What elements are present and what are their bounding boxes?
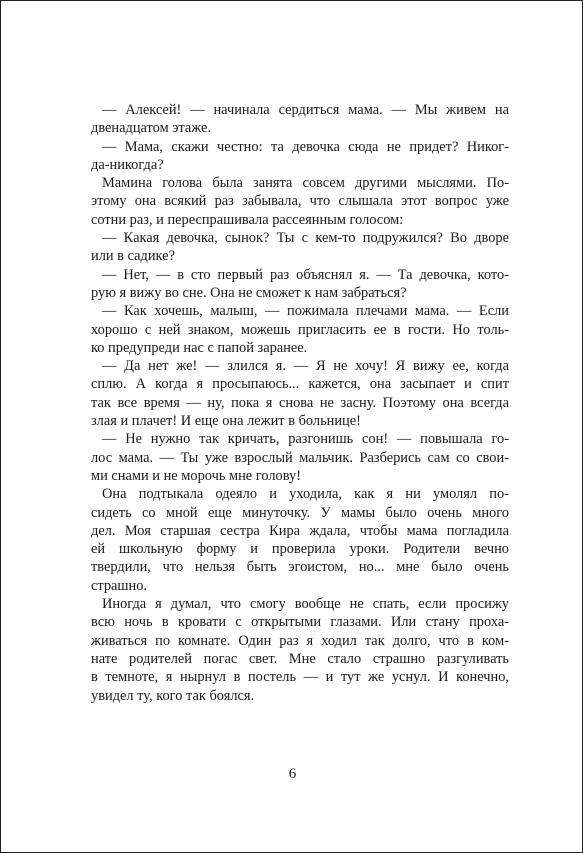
text-line: двенадцатом этаже. — [91, 120, 212, 137]
text-line: так все время — ну, пока я снова не засну. Поэтому она всегда — [91, 394, 509, 411]
text-line: хорошо с ней знаком, можешь пригласить ее в гости. Но толь- — [91, 321, 509, 338]
text-line: сидеть со мной еще минуточку. У мамы было очень много — [91, 504, 509, 521]
text-line: сотни раз, и переспрашивала рассеянным голосом: — [91, 211, 404, 228]
text-line: да-никогда? — [91, 156, 164, 173]
text-line: Мамина голова была занята совсем другими мыслями. По- — [102, 175, 509, 192]
text-line: всю ночь в кровати с открытыми глазами. Или стану проха- — [91, 614, 509, 631]
text-line: или в садике? — [91, 248, 175, 265]
text-line: Она подтыкала одеяло и уходила, как я ни умолял по- — [102, 486, 509, 503]
text-line: ми снами и не морочь мне голову! — [91, 467, 301, 484]
text-line: дел. Моя старшая сестра Кира ждала, чтобы мама погладила — [91, 522, 509, 539]
text-line: — Алексей! — начинала сердиться мама. — Мы живем на — [102, 102, 509, 118]
text-line: — Какая девочка, сынок? Ты с кем-то подружился? Во дворе — [102, 230, 509, 247]
text-line: — Не нужно так кричать, разгонишь сон! — повышала го- — [102, 431, 509, 448]
text-line: нате родителей погас свет. Мне стало страшно разгуливать — [91, 650, 509, 667]
text-line: живаться по комнате. Один раз я ходил так долго, что в ком- — [91, 632, 509, 649]
text-line: ко предупреди нас с папой заранее. — [91, 339, 308, 356]
text-line: этому она всякий раз забывала, что слышала этот вопрос уже — [91, 193, 509, 210]
text-line: твердили, что нельзя быть эгоистом, но... мне было очень — [91, 559, 509, 576]
text-line: страшно. — [91, 577, 148, 594]
text-line: — Да нет же! — злился я. — Я не хочу! Я вижу ее, когда — [102, 358, 509, 375]
text-line: — Нет, — в сто первый раз объяснял я. — Та девочка, кото- — [102, 266, 509, 283]
body-text — [91, 101, 509, 705]
text-line: злая и плачет! И еще она лежит в больнице! — [91, 413, 361, 430]
text-line: рую я вижу во сне. Она не сможет к нам забраться? — [91, 284, 407, 301]
page-number: 6 — [288, 766, 297, 782]
text-line: лос мама. — Ты уже взрослый мальчик. Разберись сам со свои- — [91, 449, 509, 466]
text-line: увидел ту, кого так боялся. — [91, 687, 255, 704]
text-line: в темноте, я нырнул в постель — и тут же уснул. И конечно, — [91, 669, 509, 686]
text-line: ей школьную форму и проверила уроки. Родители вечно — [91, 541, 509, 558]
text-line: — Как хочешь, малыш, — пожимала плечами мама. — Если — [102, 303, 509, 320]
text-line: сплю. А когда я просыпаюсь... кажется, она засыпает и спит — [91, 376, 509, 393]
text-line: Иногда я думал, что смогу вообще не спать, если просижу — [102, 596, 509, 613]
text-line: — Мама, скажи честно: та девочка сюда не придет? Никог- — [102, 138, 509, 155]
